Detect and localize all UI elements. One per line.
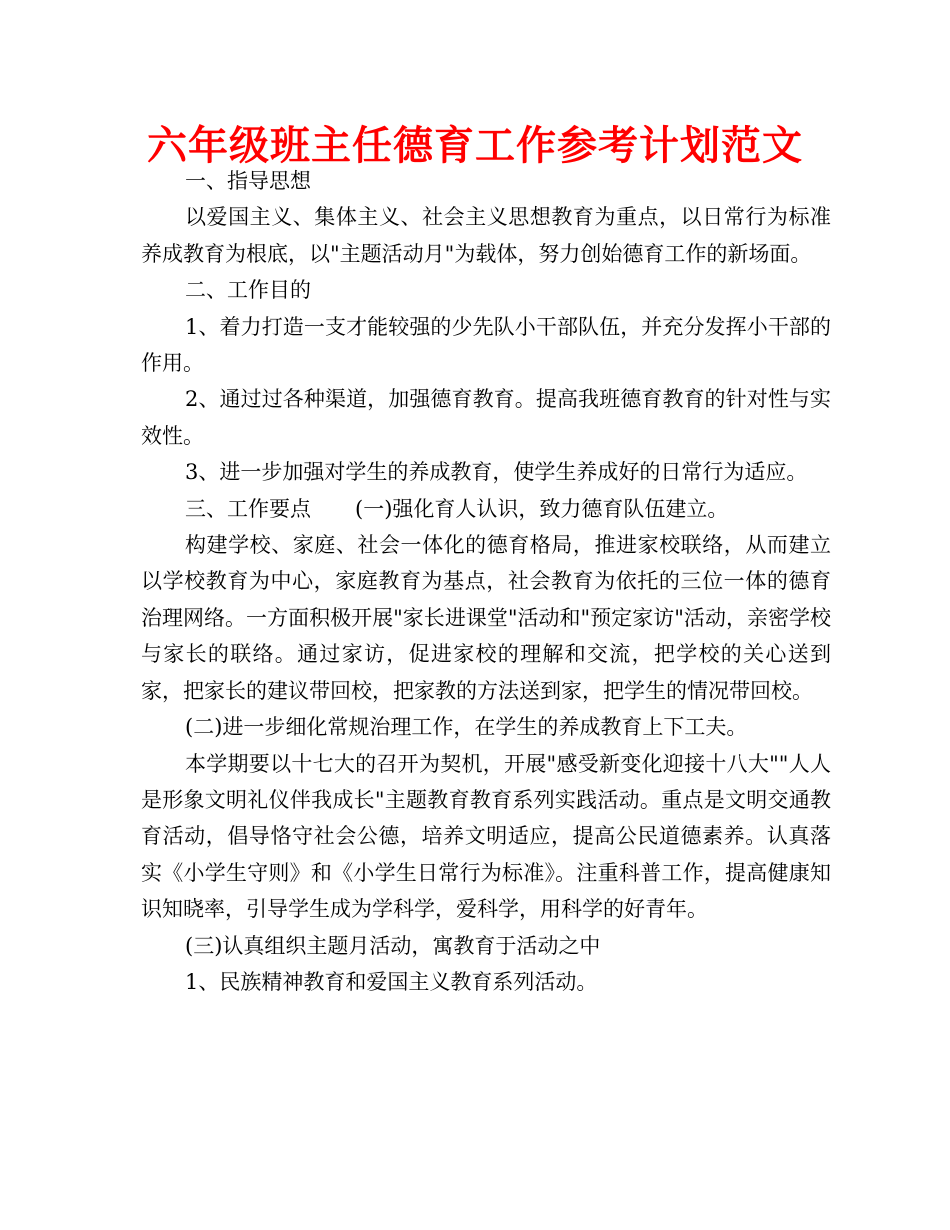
paragraph-1: 以爱国主义、集体主义、社会主义思想教育为重点，以日常行为标准养成教育为根底，以"主题活动月"为载体，努力创始德育工作的新场面。 [141, 205, 831, 266]
document-body [141, 163, 831, 1000]
section-heading-1: 一、指导思想 [185, 169, 311, 193]
document-title: 六年级班主任德育工作参考计划范文 [147, 123, 803, 169]
section-heading-3-line [141, 491, 831, 527]
paragraph-home-school: 构建学校、家庭、社会一体化的德育格局，推进家校联络，从而建立以学校教育为中心，家庭教育为基点，社会教育为依托的三位一体的德育治理网络。一方面积极开展"家长进课堂"活动和"预定家访"活动，亲密学校与家长的联络。通过家访，促进家校的理解和交流，把学校的关心送到家，把家长的建议带回校，把家教的方法送到家，把学生的情况带回校。 [141, 533, 831, 703]
paragraph-activity-1: 1、民族精神教育和爱国主义教育系列活动。 [185, 969, 598, 994]
paragraph-goal-2: 2、通过过各种渠道，加强德育教育。提高我班德育教育的针对性与实效性。 [141, 387, 831, 448]
paragraph-theme-education: 本学期要以十七大的召开为契机，开展"感受新变化迎接十八大""人人是形象文明礼仪伴我成长"主题教育教育系列实践活动。重点是文明交通教育活动，倡导恪守社会公德，培养文明适应，提高公民道德素养。认真落实《小学生守则》和《小学生日常行为标准》。注重科普工作，提高健康知识知晓率，引导学生成为学科学，爱科学，用科学的好青年。 [141, 751, 831, 922]
subsection-heading-1: (一)强化育人认识，致力德育队伍建立。 [355, 496, 729, 521]
section-heading-2: 二、工作目的 [185, 278, 311, 303]
subsection-heading-2: (二)进一步细化常规治理工作，在学生的养成教育上下工夫。 [185, 715, 748, 740]
paragraph-goal-3: 3、进一步加强对学生的养成教育，使学生养成好的日常行为适应。 [185, 460, 808, 485]
section-heading-3: 三、工作要点 [185, 496, 311, 521]
paragraph-goal-1: 1、着力打造一支才能较强的少先队小干部队伍，并充分发挥小干部的作用。 [141, 314, 831, 376]
subsection-heading-3: (三)认真组织主题月活动，寓教育于活动之中 [185, 933, 601, 958]
